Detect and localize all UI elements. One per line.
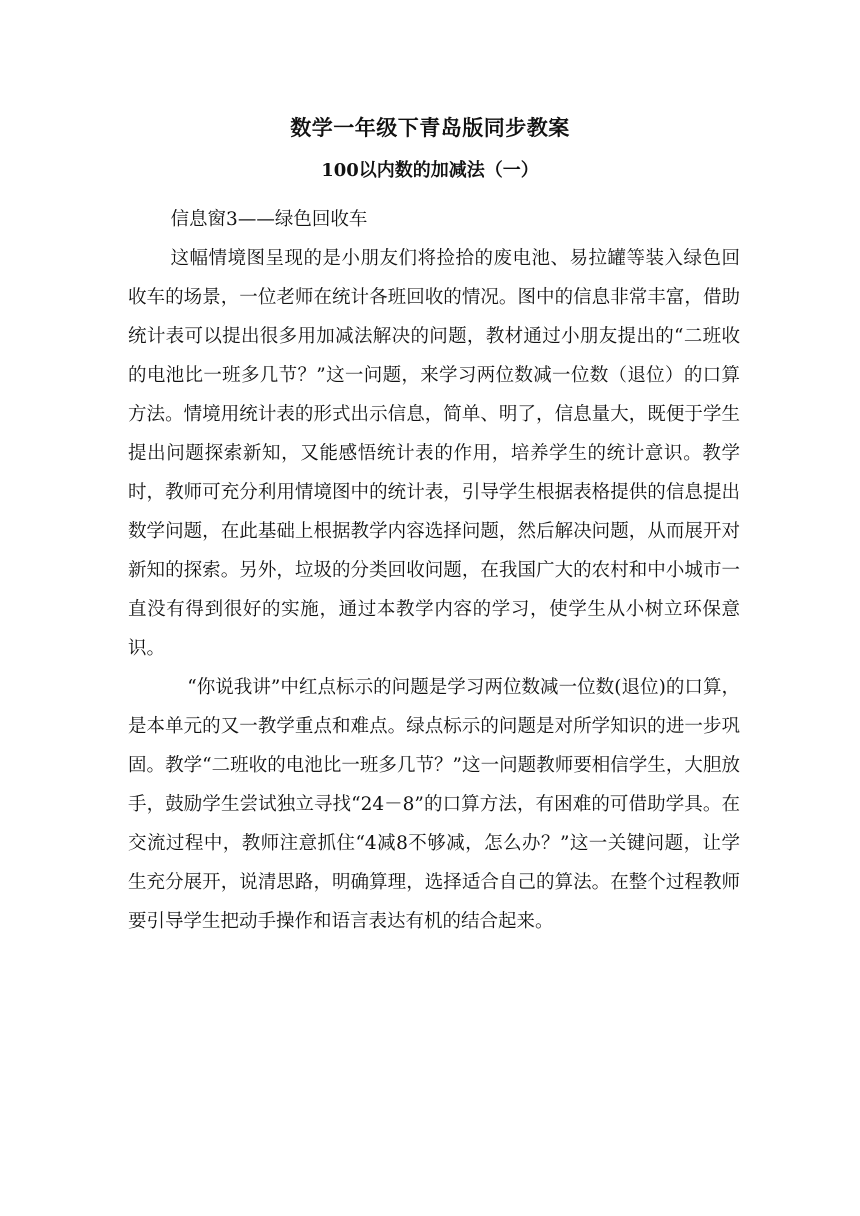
document-subtitle: 100以内数的加减法（一） — [321, 160, 539, 181]
section-heading: 信息窗3——绿色回收车 — [170, 209, 368, 230]
document-title: 数学一年级下青岛版同步教案 — [290, 115, 570, 140]
document-body — [128, 200, 740, 941]
paragraph-scene-description: 这幅情境图呈现的是小朋友们将捡拾的废电池、易拉罐等装入绿色回收车的场景，一位老师在统计各班回收的情况。图中的信息非常丰富，借助统计表可以提出很多用加减法解决的问题，教材通过小朋友提出的“二班收的电池比一班多几节？”这一问题，来学习两位数减一位数（退位）的口算方法。情境用统计表的形式出示信息，简单、明了，信息量大，既便于学生提出问题探索新知，又能感悟统计表的作用，培养学生的统计意识。教学时，教师可充分利用情境图中的统计表，引导学生根据表格提供的信息提出数学问题，在此基础上根据教学内容选择问题，然后解决问题，从而展开对新知的探索。另外，垃圾的分类回收问题，在我国广大的农村和中小城市一直没有得到很好的实施，通过本教学内容的学习，使学生从小树立环保意识。 — [128, 248, 740, 659]
paragraph-teaching-focus: “你说我讲”中红点标示的问题是学习两位数减一位数(退位)的口算，是本单元的又一教学重点和难点。绿点标示的问题是对所学知识的进一步巩固。教学“二班收的电池比一班多几节？”这一问题教师要相信学生，大胆放手，鼓励学生尝试独立寻找“24－8”的口算方法，有困难的可借助学具。在交流过程中，教师注意抓住“4减8不够减，怎么办？”这一关键问题，让学生充分展开，说清思路，明确算理，选择适合自己的算法。在整个过程教师要引导学生把动手操作和语言表达有机的结合起来。 — [128, 677, 740, 932]
